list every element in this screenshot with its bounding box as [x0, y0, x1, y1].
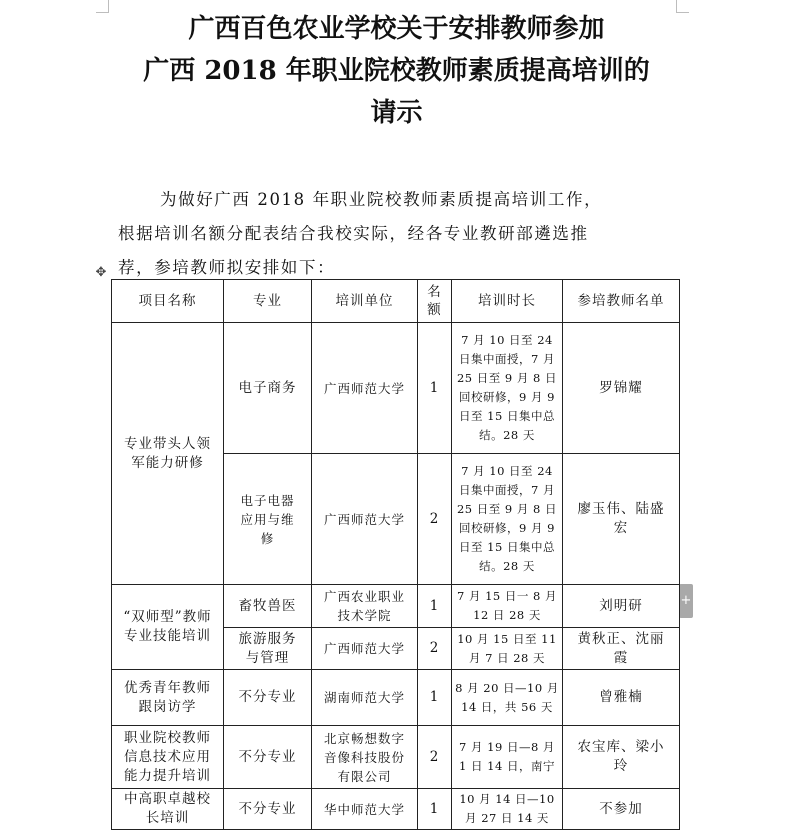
table-row: [112, 323, 680, 454]
title-line-3: 请示: [370, 98, 423, 128]
cell-unit: 广西师范大学: [312, 454, 418, 585]
table-header-row: [112, 280, 680, 323]
cell-teachers: 黄秋正、沈丽霞: [563, 628, 680, 670]
cell-teachers: 廖玉伟、陆盛宏: [563, 454, 680, 585]
cell-quota: 1: [418, 323, 452, 454]
cell-quota: 2: [418, 628, 452, 670]
cell-major: 电子电器应用与维修: [224, 454, 312, 585]
cell-major: 畜牧兽医: [224, 585, 312, 628]
header-major: 专业: [224, 280, 312, 323]
cell-unit: 华中师范大学: [312, 789, 418, 830]
cell-duration: 10 月 15 日至 11 月 7 日 28 天: [452, 628, 563, 670]
cell-teachers: 刘明研: [563, 585, 680, 628]
intro-line-1: 为做好广西 2018 年职业院校教师素质提高培训工作，: [160, 190, 603, 209]
cell-teachers: 不参加: [563, 789, 680, 830]
cell-quota: 2: [418, 726, 452, 789]
cell-duration: 7 月 19 日—8 月 1 日 14 日，南宁: [452, 726, 563, 789]
intro-line-2: 根据培训名额分配表结合我校实际，经各专业教研部遴选推: [118, 224, 589, 243]
cell-quota: 1: [418, 789, 452, 830]
cell-duration: 7 月 15 日一 8 月 12 日 28 天: [452, 585, 563, 628]
cell-teachers: 罗锦耀: [563, 323, 680, 454]
cell-duration: 10 月 14 日—10 月 27 日 14 天: [452, 789, 563, 830]
table-row: [112, 789, 680, 830]
table-row: [112, 726, 680, 789]
cell-project: 专业带头人领军能力研修: [112, 323, 224, 585]
cell-teachers: 农宝库、梁小玲: [563, 726, 680, 789]
cell-project: 职业院校教师信息技术应用能力提升培训: [112, 726, 224, 789]
title-line-1: 广西百色农业学校关于安排教师参加: [188, 14, 605, 44]
cell-project: 中高职卓越校长培训: [112, 789, 224, 830]
header-quota: 名额: [418, 280, 452, 323]
cell-unit: 广西农业职业技术学院: [312, 585, 418, 628]
cell-unit: 湖南师范大学: [312, 670, 418, 726]
header-unit: 培训单位: [312, 280, 418, 323]
header-duration: 培训时长: [452, 280, 563, 323]
cell-project: “双师型”教师专业技能培训: [112, 585, 224, 670]
header-project: 项目名称: [112, 280, 224, 323]
cell-major: 不分专业: [224, 726, 312, 789]
header-teachers: 参培教师名单: [563, 280, 680, 323]
training-table: [111, 279, 680, 830]
cell-quota: 1: [418, 585, 452, 628]
table-row: [112, 670, 680, 726]
intro-line-3: 荐，参培教师拟安排如下：: [118, 258, 336, 277]
table-row: [112, 585, 680, 628]
cell-duration: 7 月 10 日至 24 日集中面授，7 月 25 日至 9 月 8 日回校研修，9 月 9 日至 15 日集中总结。28 天: [452, 323, 563, 454]
cell-duration: 8 月 20 日—10 月 14 日，共 56 天: [452, 670, 563, 726]
cell-duration: 7 月 10 日至 24 日集中面授，7 月 25 日至 9 月 8 日回校研修，9 月 9 日至 15 日集中总结。28 天: [452, 454, 563, 585]
title-line-2: 广西 2018 年职业院校教师素质提高培训的: [143, 56, 650, 86]
move-handle-icon[interactable]: ✥: [95, 265, 107, 280]
cell-quota: 2: [418, 454, 452, 585]
cell-major: 不分专业: [224, 789, 312, 830]
cell-project: 优秀青年教师跟岗访学: [112, 670, 224, 726]
cell-quota: 1: [418, 670, 452, 726]
intro-paragraph: [118, 183, 678, 285]
cell-major: 旅游服务与管理: [224, 628, 312, 670]
cell-major: 电子商务: [224, 323, 312, 454]
document-title: [0, 8, 793, 134]
cell-unit: 北京畅想数字音像科技股份有限公司: [312, 726, 418, 789]
cell-teachers: 曾雅楠: [563, 670, 680, 726]
cell-major: 不分专业: [224, 670, 312, 726]
cell-unit: 广西师范大学: [312, 628, 418, 670]
cell-unit: 广西师范大学: [312, 323, 418, 454]
plus-icon[interactable]: +: [679, 584, 693, 618]
